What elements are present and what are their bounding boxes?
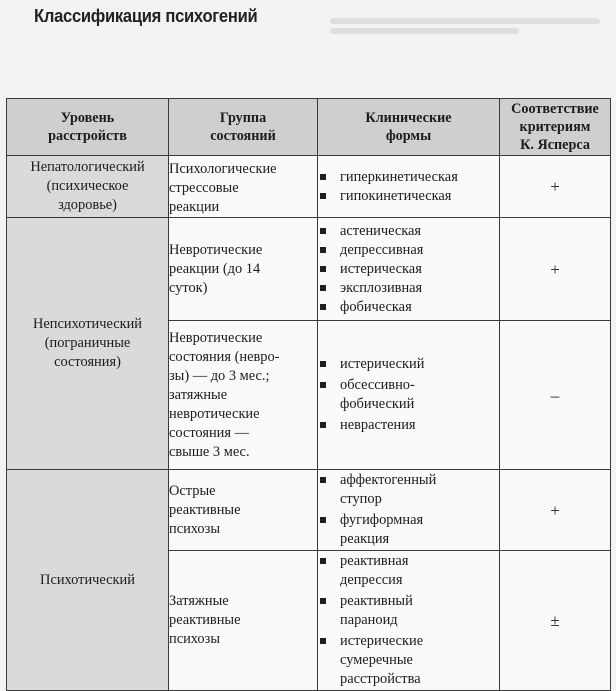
forms-cell (318, 321, 500, 470)
group-prolonged-reactive-psychoses: Затяжные реактивные психозы (169, 551, 318, 691)
forms-cell (318, 218, 500, 321)
list-item: истерический (318, 355, 499, 374)
criteria-mark: + (500, 218, 611, 321)
list-item: фугиформная реакция (318, 511, 499, 549)
level-psychotic: Психотический (7, 470, 169, 691)
bullet-icon (320, 382, 326, 388)
bullet-icon (320, 361, 326, 367)
bullet-icon (320, 638, 326, 644)
header-row (7, 99, 611, 156)
bullet-icon (320, 228, 326, 234)
list-item: реактивный параноид (318, 592, 499, 630)
forms-cell (318, 551, 500, 691)
list-item: истерические сумеречные расстройства (318, 632, 499, 689)
header-forms: Клинические формы (318, 99, 500, 156)
level-nonpathological: Непатологический (психическое здоровье) (7, 156, 169, 218)
bullet-icon (320, 304, 326, 310)
list-item: эксплозивная (318, 279, 499, 298)
list-item: фобическая (318, 298, 499, 317)
table-row (7, 156, 611, 218)
forms-cell (318, 470, 500, 551)
header-criteria: Соответствие критериям К. Ясперса (500, 99, 611, 156)
bullet-icon (320, 517, 326, 523)
bullet-icon (320, 266, 326, 272)
criteria-mark: ± (500, 551, 611, 691)
psychogenies-classification-table (6, 98, 611, 691)
header-group: Группа состояний (169, 99, 318, 156)
bullet-icon (320, 558, 326, 564)
list-item: астеническая (318, 222, 499, 241)
list-item: гиперкинетическая (318, 168, 499, 187)
list-item: аффектогенный ступор (318, 471, 499, 509)
list-item: гипокинетическая (318, 187, 499, 206)
list-item: истерическая (318, 260, 499, 279)
bullet-icon (320, 174, 326, 180)
level-nonpsychotic: Непсихотический (пограничные состояния) (7, 218, 169, 470)
criteria-mark: – (500, 321, 611, 470)
criteria-mark: + (500, 156, 611, 218)
list-item: обсессивно- фобический (318, 376, 499, 414)
bleed-through-text (330, 14, 600, 48)
table-row (7, 470, 611, 551)
group-neurotic-reactions: Невротические реакции (до 14 суток) (169, 218, 318, 321)
bullet-icon (320, 247, 326, 253)
header-level: Уровень расстройств (7, 99, 169, 156)
group-acute-reactive-psychoses: Острые реактивные психозы (169, 470, 318, 551)
forms-cell (318, 156, 500, 218)
list-item: реактивная депрессия (318, 552, 499, 590)
bullet-icon (320, 598, 326, 604)
group-neurotic-states: Невротические состояния (невро- зы) — до 3 мес.; затяжные невротические состояния — свыше 3 мес. (169, 321, 318, 470)
table-row (7, 218, 611, 321)
bullet-icon (320, 422, 326, 428)
list-item: неврастения (318, 416, 499, 435)
page-title: Классификация психогений (34, 6, 258, 26)
bullet-icon (320, 285, 326, 291)
criteria-mark: + (500, 470, 611, 551)
bullet-icon (320, 477, 326, 483)
bullet-icon (320, 193, 326, 199)
list-item: депрессивная (318, 241, 499, 260)
group-stress-reactions: Психологические стрессовые реакции (169, 156, 318, 218)
